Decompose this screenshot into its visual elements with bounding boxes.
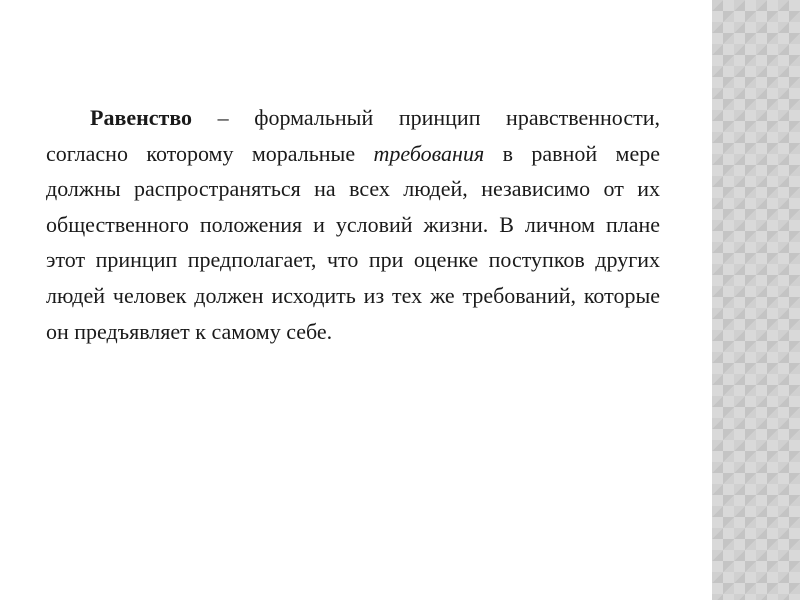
decorative-side-panel bbox=[712, 0, 800, 600]
definition-text-part2: в равной мере должны распространяться на всех людей, независимо от их общественного положения и условий жизни. В личном плане этот принцип предполагает, что при оценке поступков других людей человек должен исходить из тех же требований, которые он предъявляет к самому себе. bbox=[46, 140, 660, 344]
definition-paragraph bbox=[46, 100, 660, 349]
definition-term: Равенство bbox=[90, 105, 193, 130]
definition-text-part1: – формальный принцип нравственности, согласно которому моральные bbox=[46, 105, 660, 166]
italic-word: требования bbox=[373, 140, 485, 166]
